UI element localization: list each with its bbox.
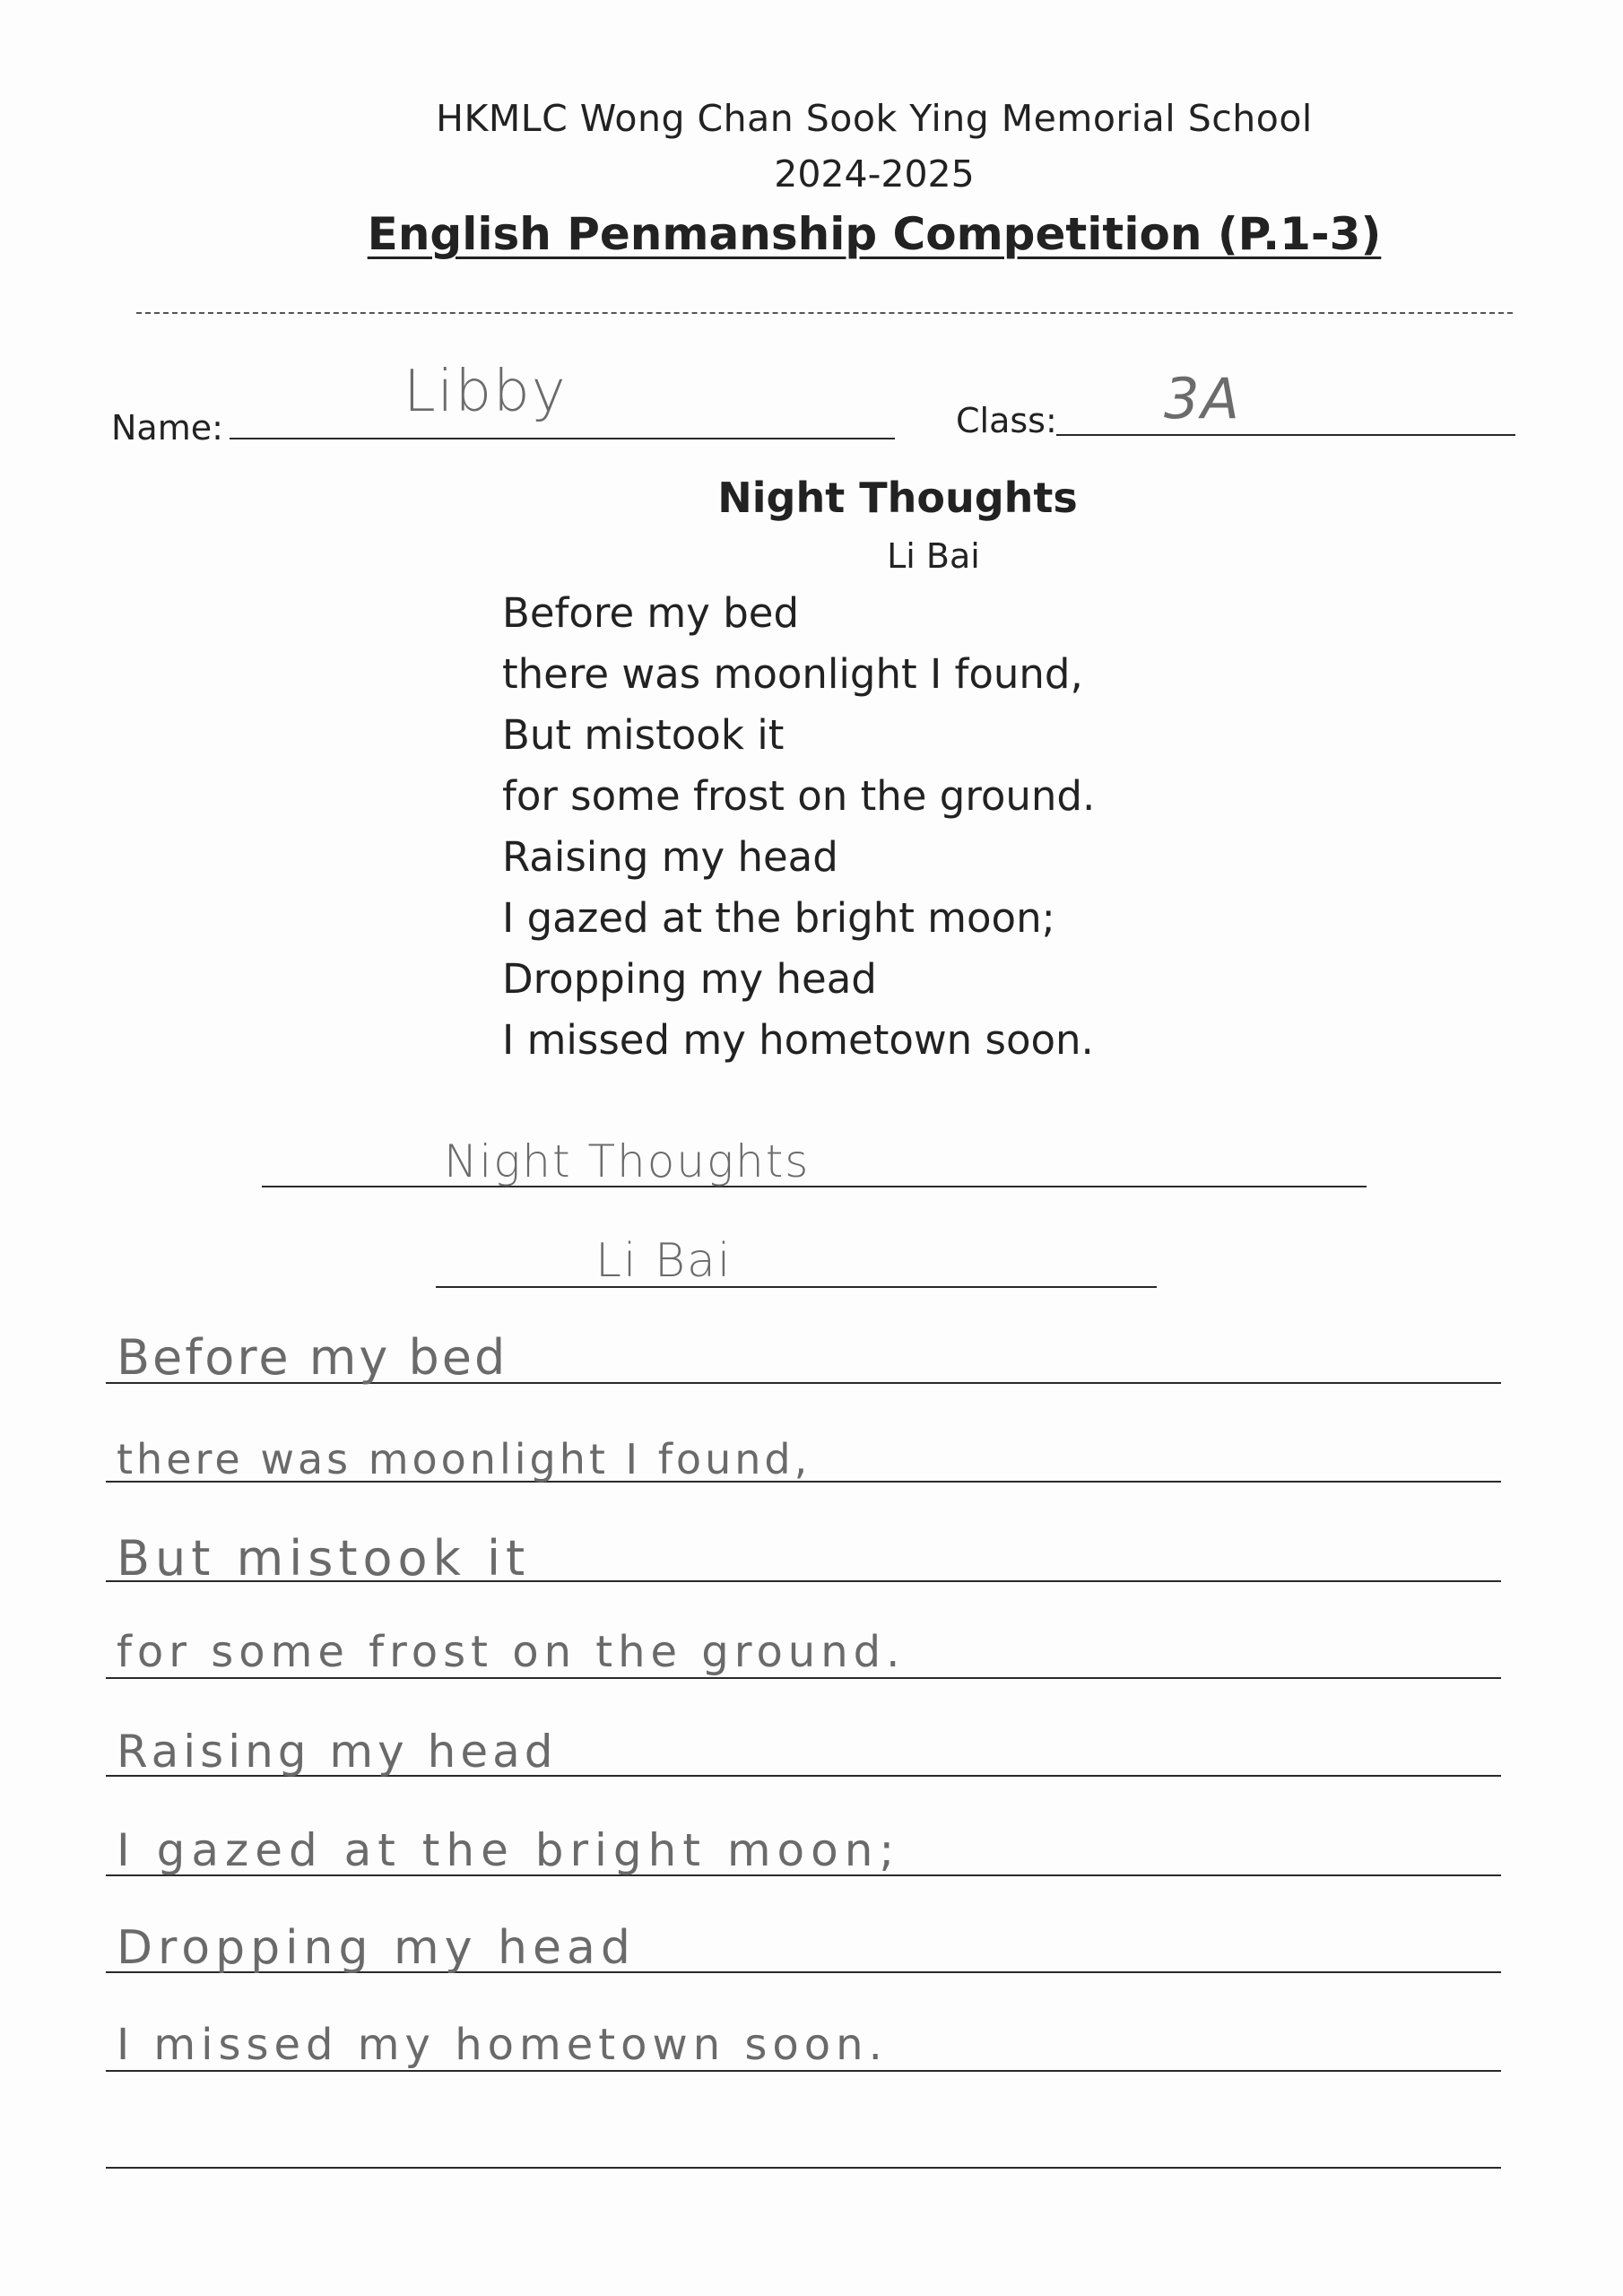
class-handwritten[interactable]: 3A <box>1164 366 1241 431</box>
class-field-line <box>1056 434 1515 436</box>
competition-title-text: English Penmanship Competition (P.1-3) <box>367 208 1382 260</box>
handwritten-line[interactable]: there was moonlight I found, <box>117 1435 812 1483</box>
name-label: Name: <box>111 408 223 448</box>
poem-author: Li Bai <box>887 536 980 576</box>
writing-line <box>106 2070 1501 2072</box>
handwritten-line[interactable]: I missed my hometown soon. <box>117 2020 888 2070</box>
name-handwritten[interactable]: Libby <box>404 359 568 425</box>
handwritten-author[interactable]: Li Bai <box>595 1234 733 1288</box>
poem-line: there was moonlight I found, <box>502 650 1083 698</box>
school-name: HKMLC Wong Chan Sook Ying Memorial School <box>436 97 1313 140</box>
competition-title <box>63 208 1623 260</box>
poem-line: I gazed at the bright moon; <box>502 894 1055 942</box>
writing-line <box>106 1677 1501 1679</box>
handwritten-line[interactable]: I gazed at the bright moon; <box>117 1824 901 1876</box>
name-field-line <box>230 438 895 439</box>
poem-line: Raising my head <box>502 833 838 881</box>
poem-body <box>502 583 1095 1071</box>
handwritten-line[interactable]: Before my bed <box>117 1329 508 1386</box>
poem-line: I missed my hometown soon. <box>502 1016 1094 1064</box>
poem-line: Dropping my head <box>502 955 877 1003</box>
handwritten-line[interactable]: But mistook it <box>117 1530 531 1587</box>
poem-title: Night Thoughts <box>717 474 1078 522</box>
class-label: Class: <box>956 401 1057 440</box>
poem-line: for some frost on the ground. <box>502 772 1096 820</box>
school-year: 2024-2025 <box>774 152 975 196</box>
handwritten-title[interactable]: Night Thoughts <box>444 1135 811 1187</box>
handwritten-line[interactable]: Raising my head <box>117 1726 558 1778</box>
author-writing-line <box>436 1286 1157 1288</box>
writing-line-empty <box>106 2167 1501 2169</box>
poem-line: Before my bed <box>502 589 800 637</box>
handwritten-line[interactable]: Dropping my head <box>117 1921 636 1975</box>
dashed-divider <box>136 312 1513 314</box>
poem-line: But mistook it <box>502 711 785 759</box>
title-writing-line <box>262 1186 1367 1187</box>
handwritten-line[interactable]: for some frost on the ground. <box>117 1627 906 1677</box>
